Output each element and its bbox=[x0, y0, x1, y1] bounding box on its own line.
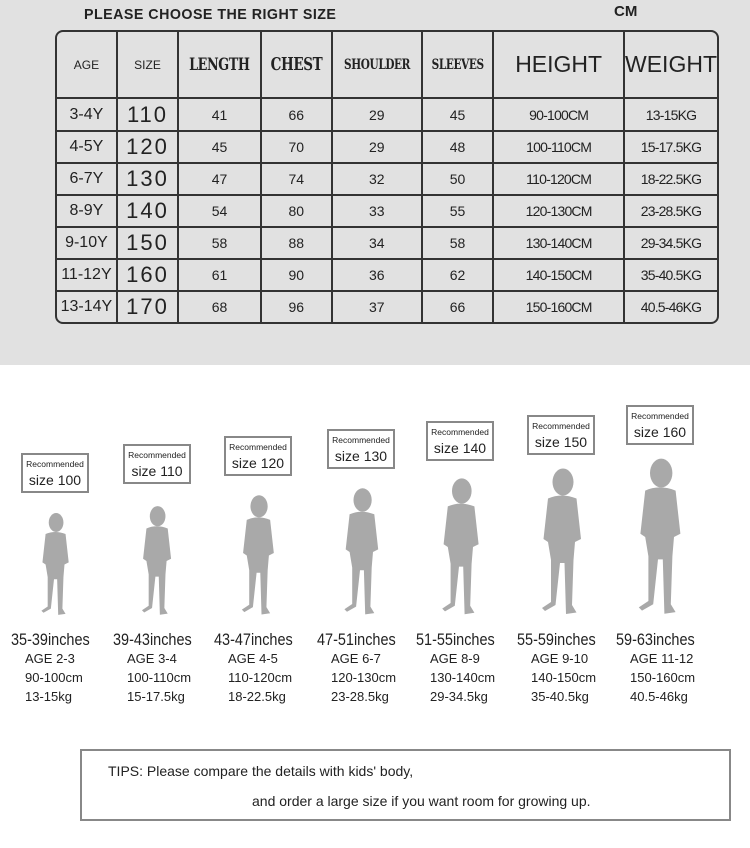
size-info bbox=[616, 630, 726, 706]
cell-length: 61 bbox=[178, 259, 261, 291]
recommended-size: size 160 bbox=[633, 424, 687, 440]
cell-height: 110-120CM bbox=[493, 163, 624, 195]
table-row bbox=[57, 227, 717, 259]
cell-chest: 66 bbox=[261, 98, 332, 130]
recommended-size: size 130 bbox=[334, 448, 388, 464]
height-inches: 39-43inches bbox=[113, 630, 192, 649]
weight-kg: 40.5-46kg bbox=[630, 689, 688, 704]
cell-height: 120-130CM bbox=[493, 195, 624, 227]
cell-height: 150-160CM bbox=[493, 291, 624, 322]
table-header-row bbox=[57, 32, 717, 98]
cell-age: 13-14Y bbox=[57, 291, 117, 322]
child-silhouette-icon bbox=[626, 457, 693, 617]
recommended-size: size 120 bbox=[231, 455, 285, 471]
recommended-label: Recommended bbox=[332, 435, 390, 445]
cell-size: 140 bbox=[117, 195, 178, 227]
age-range: AGE 6-7 bbox=[331, 651, 381, 666]
recommended-size: size 110 bbox=[131, 463, 183, 479]
size-info bbox=[11, 630, 121, 706]
table-row bbox=[57, 259, 717, 291]
recommended-label: Recommended bbox=[532, 421, 590, 431]
child-silhouette-icon bbox=[133, 505, 180, 617]
height-cm: 110-120cm bbox=[228, 670, 293, 685]
size-info bbox=[517, 630, 627, 706]
age-range: AGE 4-5 bbox=[228, 651, 278, 666]
tips-line-1: TIPS: Please compare the details with kids' body, bbox=[108, 763, 414, 779]
recommended-size-box bbox=[527, 415, 595, 455]
cell-shoulder: 29 bbox=[332, 131, 422, 163]
unit-label: CM bbox=[614, 3, 638, 20]
recommended-label: Recommended bbox=[26, 459, 84, 469]
size-table bbox=[55, 30, 719, 324]
weight-kg: 18-22.5kg bbox=[228, 689, 286, 704]
cell-sleeves: 66 bbox=[422, 291, 493, 322]
recommended-label: Recommended bbox=[128, 450, 186, 460]
cell-length: 68 bbox=[178, 291, 261, 322]
cell-shoulder: 33 bbox=[332, 195, 422, 227]
child-silhouette-icon bbox=[33, 512, 77, 617]
cell-weight: 15-17.5KG bbox=[624, 131, 717, 163]
child-silhouette-icon bbox=[232, 494, 284, 617]
height-cm: 100-110cm bbox=[127, 670, 192, 685]
recommended-size: size 140 bbox=[433, 440, 487, 456]
cell-weight: 13-15KG bbox=[624, 98, 717, 130]
weight-kg: 23-28.5kg bbox=[331, 689, 389, 704]
cell-weight: 18-22.5KG bbox=[624, 163, 717, 195]
table-row bbox=[57, 98, 717, 130]
child-silhouette-icon bbox=[334, 487, 389, 617]
weight-kg: 35-40.5kg bbox=[531, 689, 589, 704]
height-cm: 140-150cm bbox=[531, 670, 597, 685]
cell-weight: 29-34.5KG bbox=[624, 227, 717, 259]
height-cm: 90-100cm bbox=[25, 670, 83, 685]
recommended-size-box bbox=[327, 429, 395, 469]
weight-kg: 29-34.5kg bbox=[430, 689, 488, 704]
chart-title: PLEASE CHOOSE THE RIGHT SIZE bbox=[84, 6, 337, 23]
cell-sleeves: 58 bbox=[422, 227, 493, 259]
height-inches: 59-63inches bbox=[616, 630, 695, 649]
cell-age: 8-9Y bbox=[57, 195, 117, 227]
cell-shoulder: 32 bbox=[332, 163, 422, 195]
recommended-size-box bbox=[224, 436, 292, 476]
header-sleeves: SLEEVES bbox=[422, 32, 493, 98]
cell-height: 90-100CM bbox=[493, 98, 624, 130]
cell-length: 45 bbox=[178, 131, 261, 163]
cell-height: 140-150CM bbox=[493, 259, 624, 291]
height-inches: 51-55inches bbox=[416, 630, 495, 649]
recommended-size: size 150 bbox=[534, 434, 588, 450]
cell-chest: 74 bbox=[261, 163, 332, 195]
recommended-label: Recommended bbox=[229, 442, 287, 452]
header-chest: CHEST bbox=[261, 32, 332, 98]
age-range: AGE 2-3 bbox=[25, 651, 75, 666]
cell-sleeves: 62 bbox=[422, 259, 493, 291]
table-row bbox=[57, 195, 717, 227]
height-cm: 120-130cm bbox=[331, 670, 397, 685]
height-cm: 150-160cm bbox=[630, 670, 696, 685]
cell-length: 47 bbox=[178, 163, 261, 195]
cell-size: 120 bbox=[117, 131, 178, 163]
age-range: AGE 9-10 bbox=[531, 651, 589, 666]
height-inches: 43-47inches bbox=[214, 630, 293, 649]
cell-sleeves: 45 bbox=[422, 98, 493, 130]
cell-length: 58 bbox=[178, 227, 261, 259]
tips-line-2: and order a large size if you want room for growing up. bbox=[252, 793, 591, 809]
recommended-size-box bbox=[123, 444, 191, 484]
cell-chest: 90 bbox=[261, 259, 332, 291]
cell-chest: 80 bbox=[261, 195, 332, 227]
header-height: HEIGHT bbox=[493, 32, 624, 98]
height-inches: 55-59inches bbox=[517, 630, 596, 649]
cell-age: 9-10Y bbox=[57, 227, 117, 259]
table-row bbox=[57, 163, 717, 195]
height-cm: 130-140cm bbox=[430, 670, 496, 685]
cell-size: 150 bbox=[117, 227, 178, 259]
size-info bbox=[214, 630, 324, 706]
cell-chest: 88 bbox=[261, 227, 332, 259]
recommended-label: Recommended bbox=[431, 427, 489, 437]
cell-sleeves: 55 bbox=[422, 195, 493, 227]
cell-age: 4-5Y bbox=[57, 131, 117, 163]
recommended-size-box bbox=[426, 421, 494, 461]
cell-shoulder: 36 bbox=[332, 259, 422, 291]
tips-box bbox=[80, 749, 731, 821]
table-row bbox=[57, 131, 717, 163]
size-info bbox=[416, 630, 526, 706]
weight-kg: 15-17.5kg bbox=[127, 689, 185, 704]
height-inches: 35-39inches bbox=[11, 630, 90, 649]
child-silhouette-icon bbox=[530, 467, 593, 617]
table-row bbox=[57, 291, 717, 322]
age-range: AGE 11-12 bbox=[630, 651, 694, 666]
cell-shoulder: 37 bbox=[332, 291, 422, 322]
cell-size: 130 bbox=[117, 163, 178, 195]
header-shoulder: SHOULDER bbox=[332, 32, 422, 98]
recommended-label: Recommended bbox=[631, 411, 689, 421]
child-silhouette-icon bbox=[431, 477, 490, 617]
height-inches: 47-51inches bbox=[317, 630, 396, 649]
recommended-size-box bbox=[626, 405, 694, 445]
cell-age: 6-7Y bbox=[57, 163, 117, 195]
cell-length: 54 bbox=[178, 195, 261, 227]
cell-age: 3-4Y bbox=[57, 98, 117, 130]
header-age: AGE bbox=[57, 32, 117, 98]
cell-shoulder: 34 bbox=[332, 227, 422, 259]
cell-length: 41 bbox=[178, 98, 261, 130]
age-range: AGE 3-4 bbox=[127, 651, 177, 666]
size-info bbox=[317, 630, 427, 706]
cell-age: 11-12Y bbox=[57, 259, 117, 291]
cell-height: 130-140CM bbox=[493, 227, 624, 259]
cell-size: 170 bbox=[117, 291, 178, 322]
recommended-size: size 100 bbox=[28, 472, 82, 488]
size-info bbox=[113, 630, 223, 706]
recommended-size-box bbox=[21, 453, 89, 493]
cell-size: 110 bbox=[117, 98, 178, 130]
header-size: SIZE bbox=[117, 32, 178, 98]
cell-size: 160 bbox=[117, 259, 178, 291]
weight-kg: 13-15kg bbox=[25, 689, 72, 704]
cell-weight: 35-40.5KG bbox=[624, 259, 717, 291]
cell-chest: 70 bbox=[261, 131, 332, 163]
cell-sleeves: 48 bbox=[422, 131, 493, 163]
cell-shoulder: 29 bbox=[332, 98, 422, 130]
age-range: AGE 8-9 bbox=[430, 651, 480, 666]
cell-height: 100-110CM bbox=[493, 131, 624, 163]
cell-weight: 40.5-46KG bbox=[624, 291, 717, 322]
cell-chest: 96 bbox=[261, 291, 332, 322]
header-length: LENGTH bbox=[178, 32, 261, 98]
cell-sleeves: 50 bbox=[422, 163, 493, 195]
header-weight: WEIGHT bbox=[624, 32, 717, 98]
cell-weight: 23-28.5KG bbox=[624, 195, 717, 227]
